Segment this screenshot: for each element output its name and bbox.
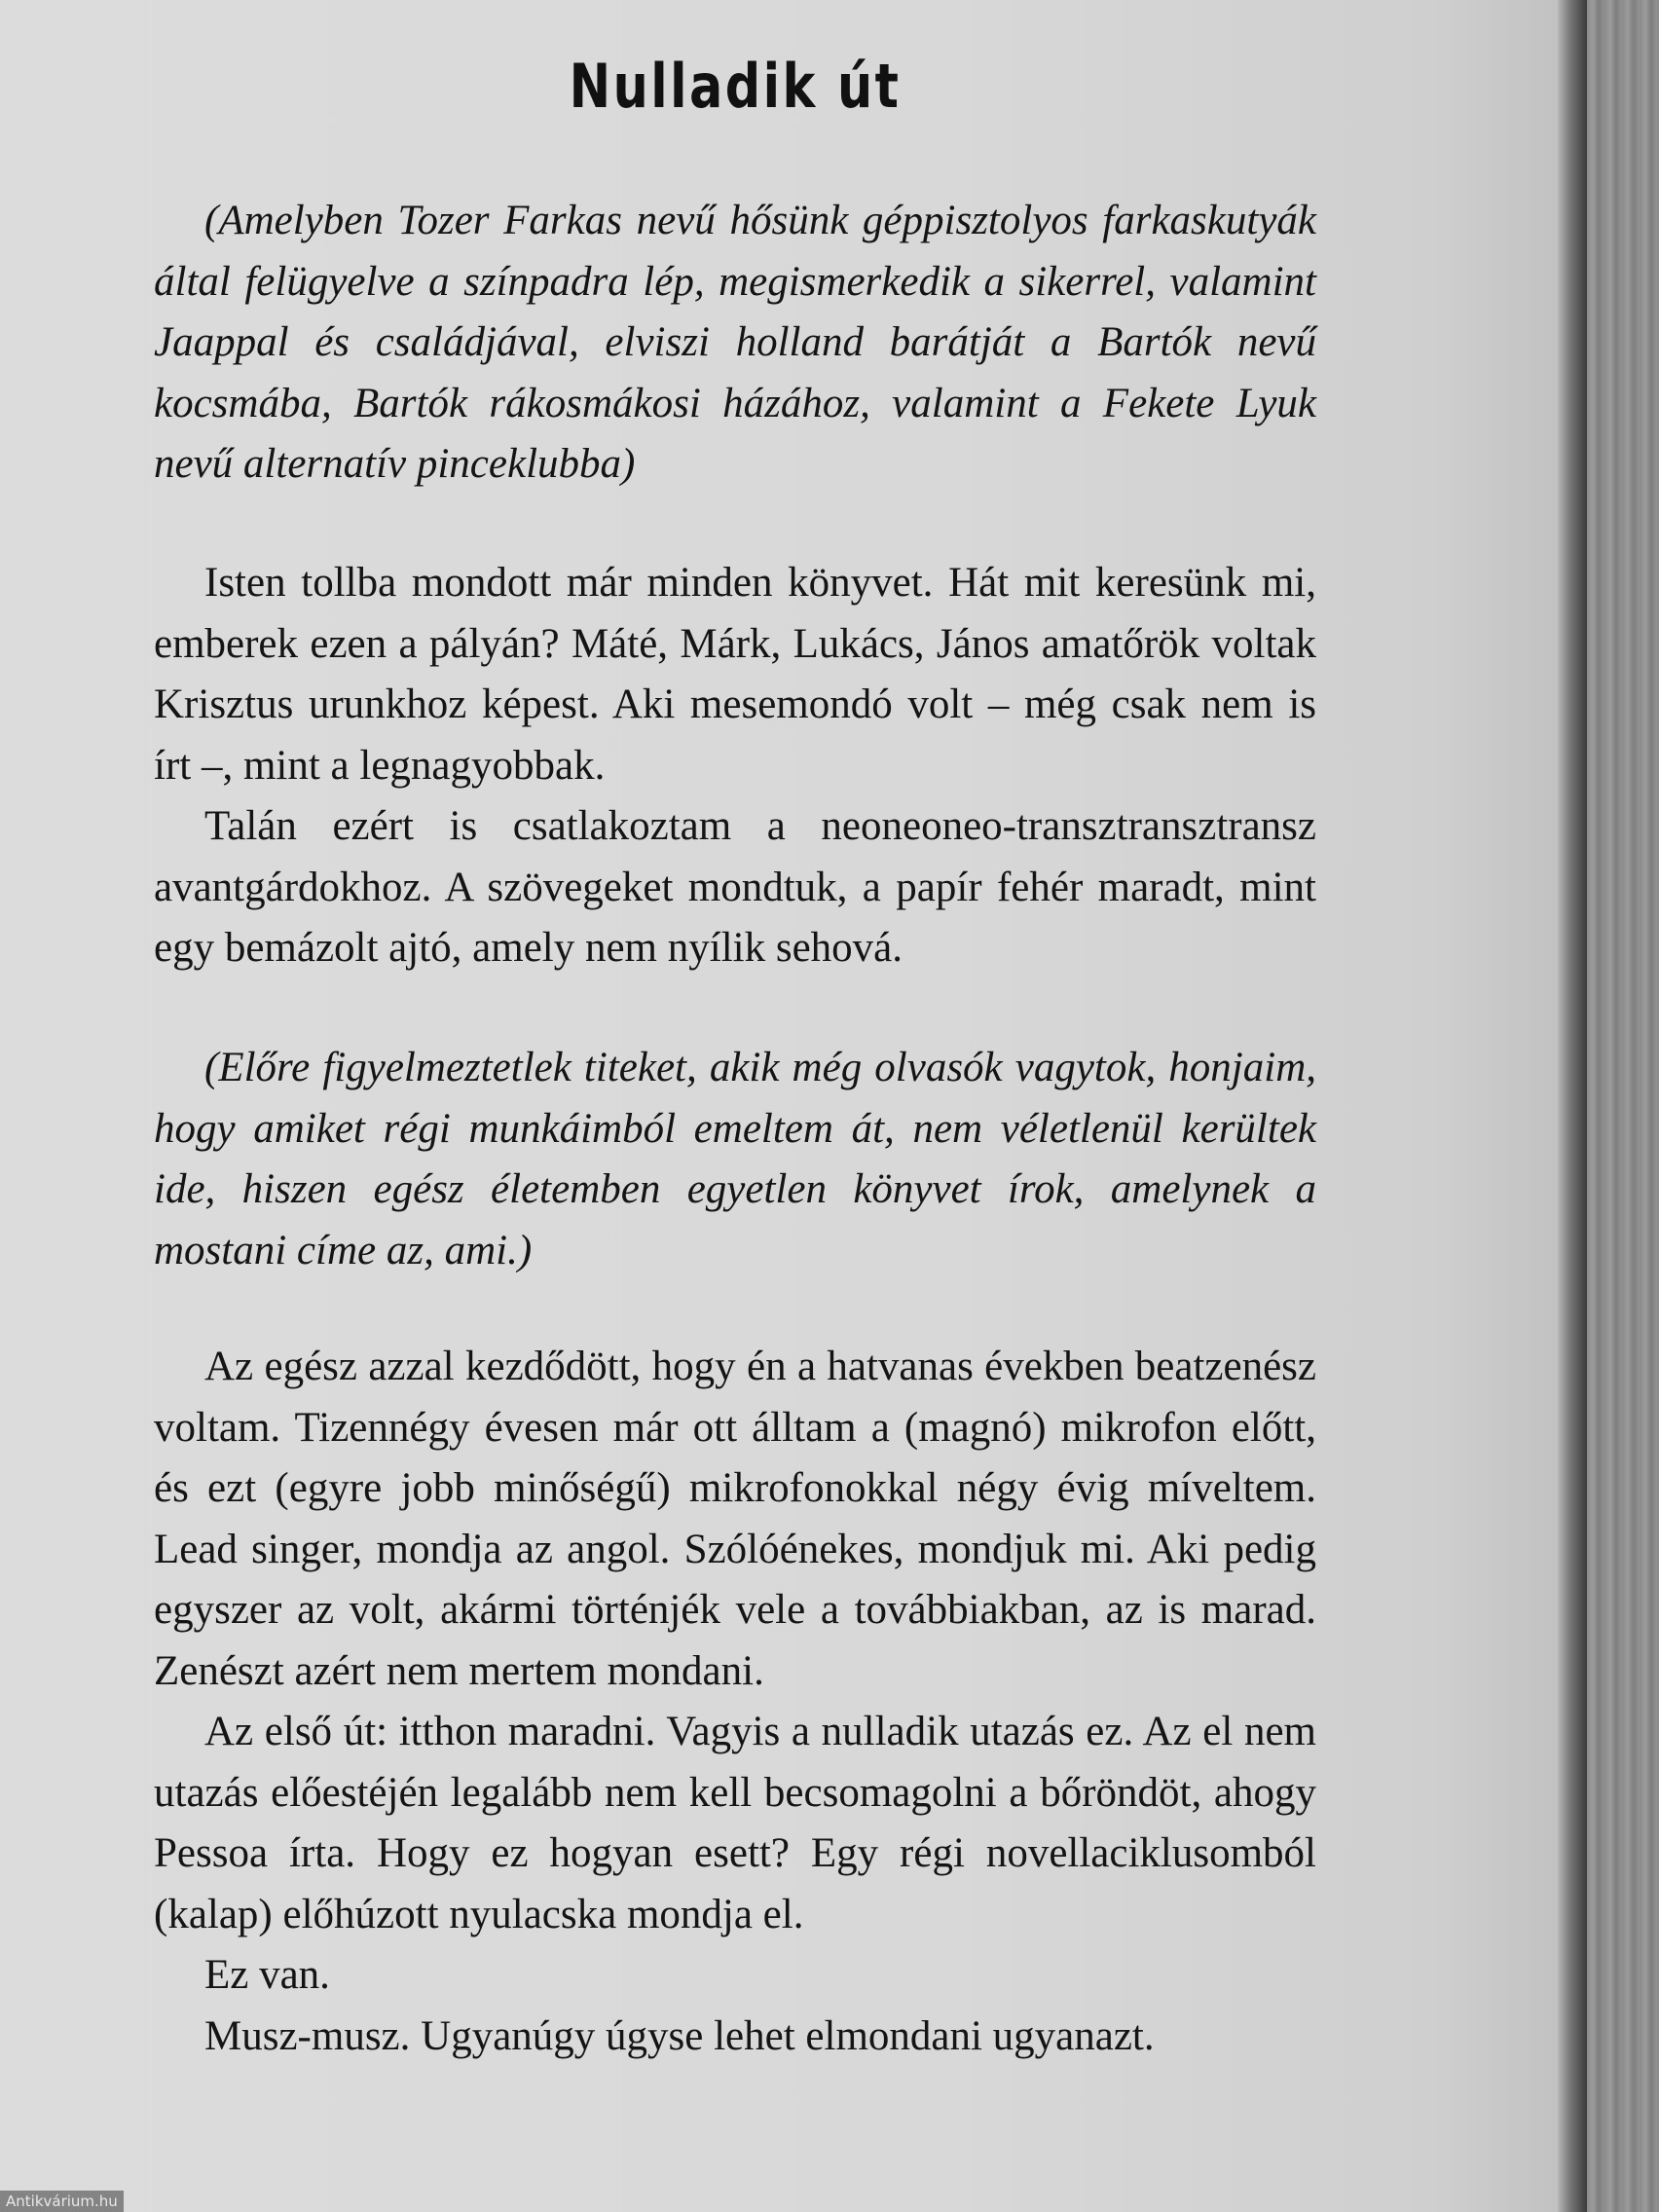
background-surface (1587, 0, 1659, 2212)
body-section-1 (154, 553, 1316, 979)
watermark: Antikvárium.hu (0, 2191, 124, 2212)
paragraph: Talán ezért is csatlakoztam a neoneoneo-transztransztransz avantgárdokhoz. A szövegeket mondtuk, a papír fehér maradt, mint egy bemázolt ajtó, amely nem nyílik sehová. (154, 803, 1316, 971)
paragraph: Az egész azzal kezdődött, hogy én a hatvanas években beatzenész voltam. Tizennégy évesen már ott álltam a (magnó) mikrofon előtt, és ezt (egyre jobb minőségű) mikrofonokkal négy évig míveltem. Lead singer, mondja az angol. Szólóénekes, mondjuk mi. Aki pedig egyszer az volt, akármi történjék vele a továbbiakban, az is marad. Zenészt azért nem mertem mondani. (154, 1344, 1316, 1694)
body-section-2 (154, 1337, 1316, 2067)
page-edge-shadow (1558, 0, 1587, 2212)
paragraph: Musz-musz. Ugyanúgy úgyse lehet elmondani ugyanazt. (204, 2012, 1155, 2059)
author-note-text: (Előre figyelmeztetlek titeket, akik még olvasók vagytok, honjaim, hogy amiket régi munkáimból emeltem át, nem véletlenül kerültek ide, hiszen egész életemben egyetlen könyvet írok, amelynek a mostani címe az, ami.) (154, 1045, 1316, 1273)
author-note (154, 1038, 1316, 1281)
paragraph: Isten tollba mondott már minden könyvet. Hát mit keresünk mi, emberek ezen a pályán? Máté, Márk, Lukács, János amatőrök voltak Krisztus urunkhoz képest. Aki mesemondó volt – még csak nem is írt –, mint a legnagyobbak. (154, 560, 1316, 789)
paragraph: Ez van. (204, 1952, 330, 1998)
chapter-summary-text: (Amelyben Tozer Farkas nevű hősünk géppisztolyos farkaskutyák által felügyelve a színpadra lép, megismerkedik a sikerrel, valamint Jaappal és családjával, elviszi holland barátját a Bartók nevű kocsmába, Bartók rákosmákosi házához, valamint a Fekete Lyuk nevű alternatív pinceklubba) (154, 198, 1316, 487)
paragraph: Az első út: itthon maradni. Vagyis a nulladik utazás ez. Az el nem utazás előestéjén legalább nem kell becsomagolni a bőröndöt, ahogy Pessoa írta. Hogy ez hogyan esett? Egy régi novellaciklusomból (kalap) előhúzott nyulacska mondja el. (154, 1709, 1316, 1937)
chapter-summary (154, 191, 1316, 496)
chapter-title: Nulladik út (569, 51, 902, 122)
